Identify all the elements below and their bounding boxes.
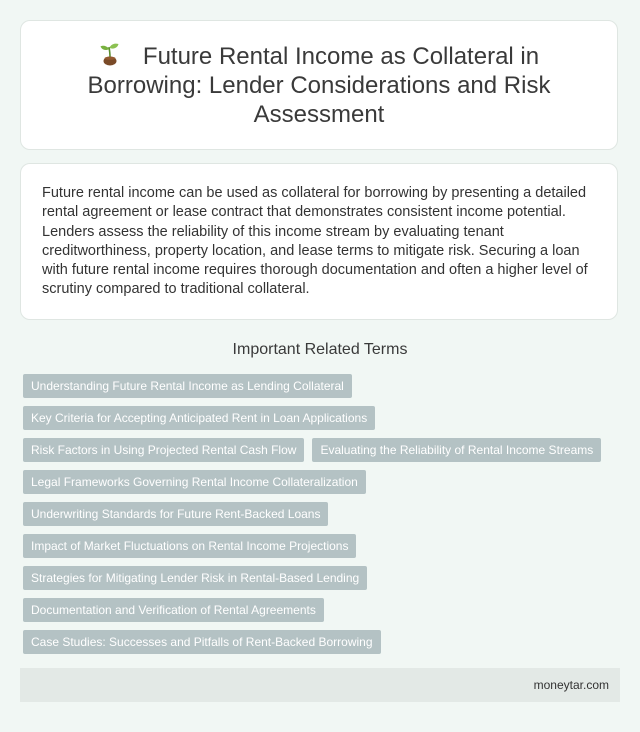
seedling-icon: [99, 42, 121, 66]
related-term-tag[interactable]: Risk Factors in Using Projected Rental Cash Flow: [23, 438, 304, 462]
related-term-tag[interactable]: Key Criteria for Accepting Anticipated Rent in Loan Applications: [23, 406, 375, 430]
related-terms-heading: Important Related Terms: [232, 341, 408, 358]
tag-row: [23, 566, 623, 590]
title-card: [20, 20, 618, 150]
tag-row: [23, 406, 623, 430]
tag-row: [23, 438, 623, 462]
tag-row: [23, 534, 623, 558]
related-term-tag[interactable]: Case Studies: Successes and Pitfalls of Rent-Backed Borrowing: [23, 630, 381, 654]
summary-card: [20, 163, 618, 320]
related-terms-list: [23, 374, 623, 662]
related-term-tag[interactable]: Documentation and Verification of Rental Agreements: [23, 598, 324, 622]
footer-site-link[interactable]: moneytar.com: [533, 678, 609, 692]
related-term-tag[interactable]: Underwriting Standards for Future Rent-Backed Loans: [23, 502, 328, 526]
footer: [20, 668, 620, 702]
page-title: [49, 42, 589, 129]
page-title-text: Future Rental Income as Collateral in Borrowing: Lender Considerations and Risk Assessment: [87, 42, 551, 128]
related-term-tag[interactable]: Understanding Future Rental Income as Lending Collateral: [23, 374, 352, 398]
tag-row: [23, 470, 623, 494]
related-term-tag[interactable]: Strategies for Mitigating Lender Risk in Rental-Based Lending: [23, 566, 367, 590]
related-term-tag[interactable]: Legal Frameworks Governing Rental Income Collateralization: [23, 470, 366, 494]
tag-row: [23, 374, 623, 398]
tag-row: [23, 598, 623, 622]
tag-row: [23, 502, 623, 526]
related-term-tag[interactable]: Impact of Market Fluctuations on Rental Income Projections: [23, 534, 356, 558]
related-term-tag[interactable]: Evaluating the Reliability of Rental Income Streams: [312, 438, 601, 462]
summary-text: Future rental income can be used as collateral for borrowing by presenting a detailed rental agreement or lease contract that demonstrates consistent income potential. Lenders assess the reliability of this income stream by evaluating tenant creditworthiness, property location, and lease terms to mitigate risk. Securing a loan with future rental income requires thorough documentation and often a higher level of scrutiny compared to traditional collateral.: [42, 185, 588, 298]
tag-row: [23, 630, 623, 654]
